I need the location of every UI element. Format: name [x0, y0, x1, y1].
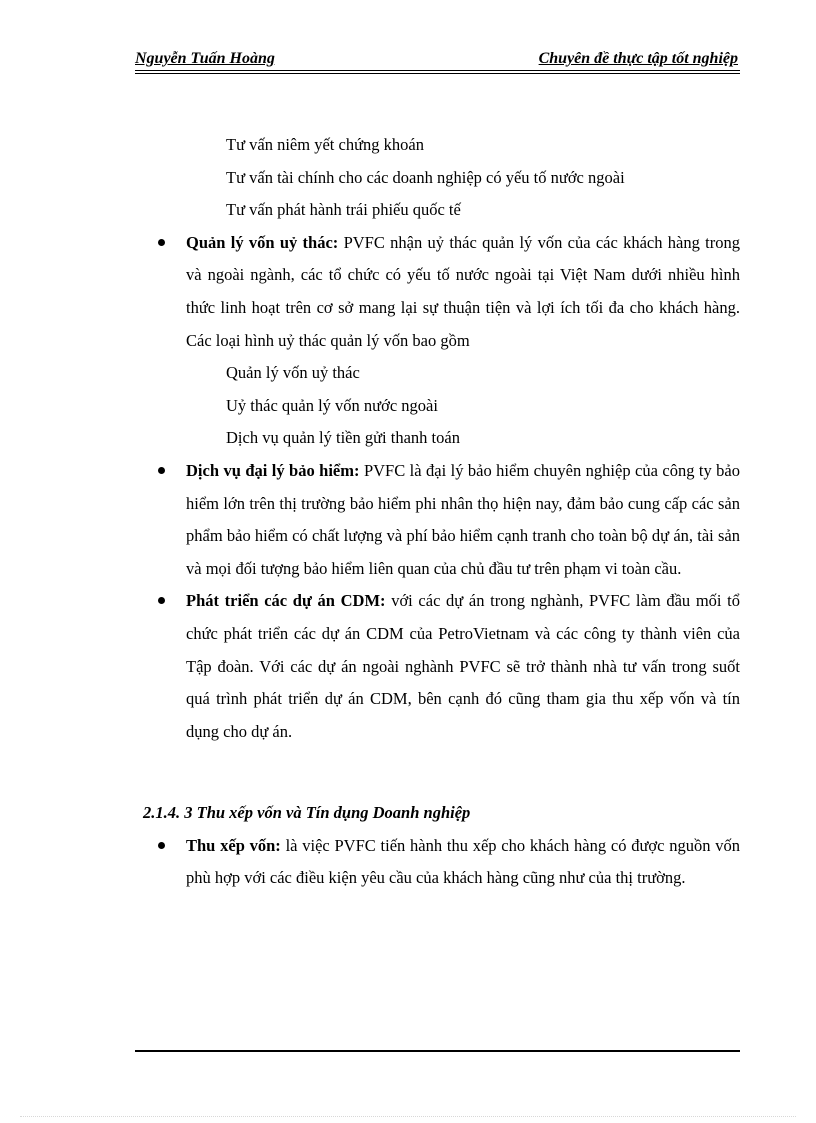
- bullet-term: Dịch vụ đại lý bảo hiểm:: [186, 460, 360, 480]
- body-content: [135, 129, 740, 895]
- intro-item: Tư vấn niêm yết chứng khoán: [226, 135, 424, 154]
- intro-item: Tư vấn tài chính cho các doanh nghiệp có yếu tố nước ngoài: [226, 167, 625, 187]
- bullet-text: PVFC là đại lý bảo hiểm chuyên nghiệp của công ty bảo hiểm lớn trên thị trường bảo hiểm phi nhân thọ hiện nay, đảm bảo cung cấp các sản phẩm bảo hiểm có chất lượng và phí bảo hiểm cạnh tranh cho toàn bộ dự án, tài sản và mọi đối tượng bảo hiểm liên quan của chủ đầu tư trên phạm vi toàn cầu.: [186, 460, 740, 578]
- section-heading: 2.1.4. 3 Thu xếp vốn và Tín dụng Doanh nghiệp: [143, 803, 471, 823]
- bullet-insurance-agency: [135, 455, 740, 585]
- bullet-icon: [158, 842, 165, 849]
- bullet-term: Thu xếp vốn:: [186, 835, 281, 855]
- bullet-text: là việc PVFC tiến hành thu xếp cho khách hàng có được nguồn vốn phù hợp với các điều kiện yêu cầu của khách hàng cũng như của thị trường.: [186, 835, 740, 888]
- bullet-icon: [158, 467, 165, 474]
- sub-item: Dịch vụ quản lý tiền gửi thanh toán: [226, 428, 460, 448]
- bullet-icon: [158, 597, 165, 604]
- bullet-term: Quản lý vốn uỷ thác:: [186, 232, 339, 252]
- section-spacer: [135, 748, 740, 797]
- bullet-fund-management: [135, 227, 740, 357]
- header-document-title: Chuyên đề thực tập tốt nghiệp: [538, 50, 738, 67]
- footer-rule: [135, 1050, 740, 1052]
- header-rule: [135, 70, 740, 71]
- page-edge-dots: [20, 1116, 796, 1117]
- page-header: [135, 48, 740, 70]
- header-author: Nguyễn Tuấn Hoàng: [135, 50, 275, 67]
- header-rule-thin: [135, 73, 740, 74]
- sub-item: Uỷ thác quản lý vốn nước ngoài: [226, 395, 438, 415]
- bullet-cdm-projects: [135, 585, 740, 748]
- bullet-text: PVFC nhận uỷ thác quản lý vốn của các khách hàng trong và ngoài ngành, các tổ chức có yếu tố nước ngoài tại Việt Nam dưới nhiều hình thức linh hoạt trên cơ sở mang lại sự thuận tiện và lợi ích tối đa cho khách hàng. Các loại hình uỷ thác quản lý vốn bao gồm: [186, 232, 740, 350]
- bullet-capital-arrangement: [135, 830, 740, 895]
- bullet-icon: [158, 239, 165, 246]
- intro-item: Tư vấn phát hành trái phiếu quốc tế: [226, 200, 461, 220]
- bullet-text: với các dự án trong nghành, PVFC làm đầu mối tổ chức phát triển các dự án CDM của PetroVietnam và các công ty thành viên của Tập đoàn. Với các dự án ngoài nghành PVFC sẽ trở thành nhà tư vấn trong suốt quá trình phát triển dự án CDM, bên cạnh đó cũng tham gia thu xếp vốn và tín dụng cho dự án.: [186, 591, 740, 741]
- bullet-term: Phát triển các dự án CDM:: [186, 591, 386, 611]
- sub-item: Quản lý vốn uỷ thác: [226, 363, 360, 383]
